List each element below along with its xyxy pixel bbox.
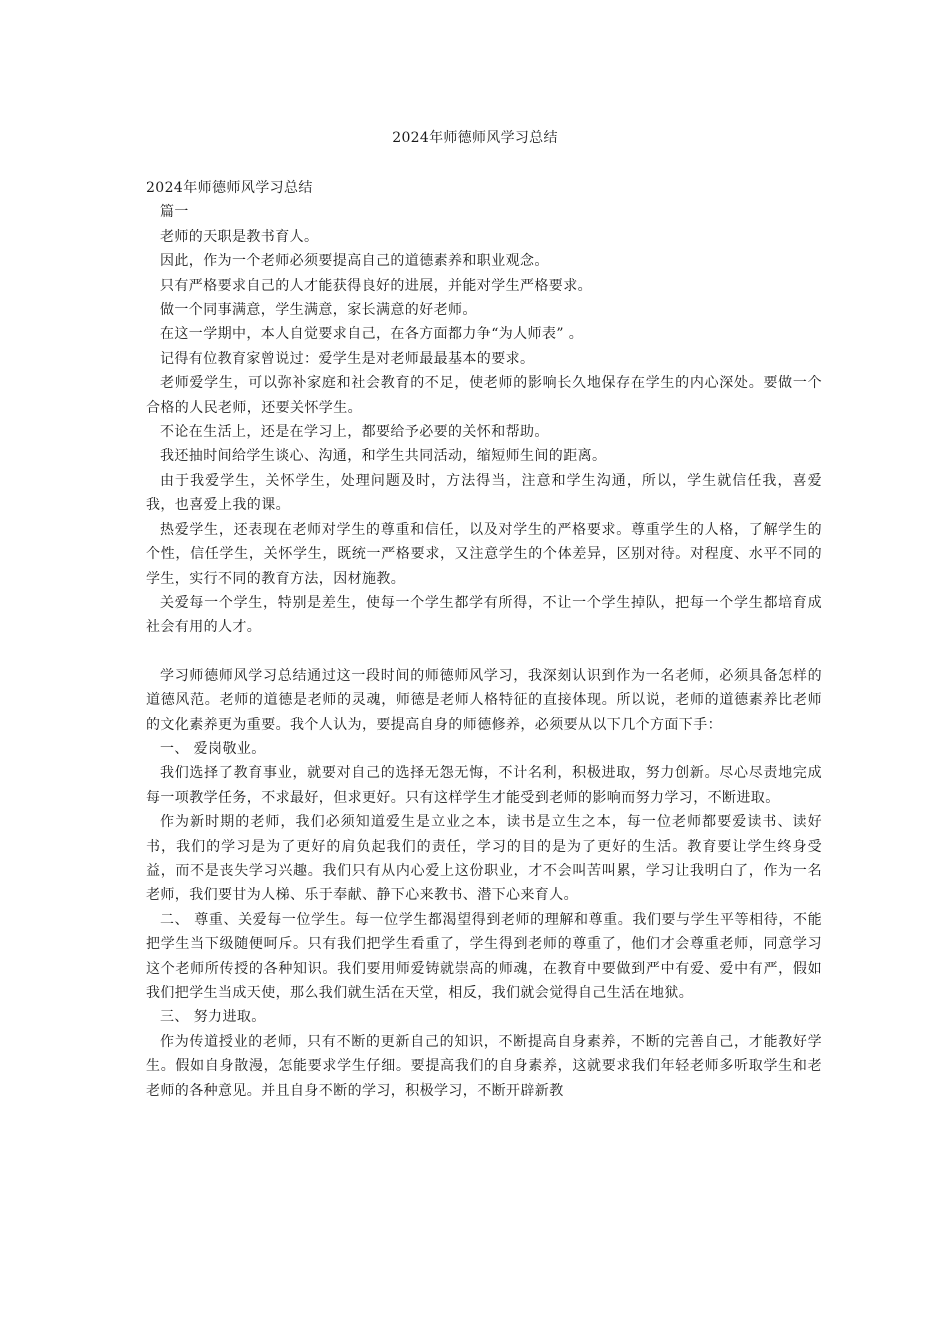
paragraph: 关爱每一个学生，特别是差生，使每一个学生都学有所得，不让一个学生掉队，把每一个学生都培育成社会有用的人才。 [146,594,822,636]
paragraph: 篇一 [160,204,189,221]
paragraph: 老师爱学生，可以弥补家庭和社会教育的不足，使老师的影响长久地保存在学生的内心深处。要做一个合格的人民老师，还要关怀学生。 [146,375,822,416]
paragraph: 只有严格要求自己的人才能获得良好的进展，并能对学生严格要求。 [160,277,592,294]
paragraph: 在这一学期中，本人自觉要求自己，在各方面都力争“为人师表” 。 [160,326,584,343]
paragraph: 因此，作为一个老师必须要提高自己的道德素养和职业观念。 [160,253,549,270]
paragraph: 作为新时期的老师，我们必须知道爱生是立业之本，读书是立生之本，每一位老师都要爱读书、读好书，我们的学习是为了更好的肩负起我们的责任，学习的目的是为了更好的生活。教育要让学生终身受益，而不是丧失学习兴趣。我们只有从内心爱上这份职业，才不会叫苦叫累，学习让我明白了，作为一名老师，我们要甘为人梯、乐于奉献、静下心来教书、潜下心来育人。 [146,814,822,904]
paragraph: 一、 爱岗敬业。 [160,740,266,757]
paragraph: 老师的天职是教书育人。 [160,228,319,245]
paragraph: 做一个同事满意，学生满意，家长满意的好老师。 [160,302,477,319]
paragraph: 我们选择了教育事业，就要对自己的选择无怨无悔，不计名利，积极进取，努力创新。尽心尽责地完成每一项教学任务，不求最好，但求更好。只有这样学生才能受到老师的影响而努力学习，不断进取。 [146,765,822,806]
paragraph: 2024年师德师风学习总结 [146,180,313,196]
paragraph: 热爱学生，还表现在老师对学生的尊重和信任，以及对学生的严格要求。尊重学生的人格，了解学生的个性，信任学生，关怀学生，既统一严格要求，又注意学生的个体差异，区别对待。对程度、水平不同的学生，实行不同的教育方法，因材施教。 [146,521,822,587]
paragraph: 学习师德师风学习总结通过这一段时间的师德师风学习，我深刻认识到作为一名老师，必须具备怎样的道德风范。老师的道德是老师的灵魂，师德是老师人格特征的直接体现。所以说，老师的道德素养比老师的文化素养更为重要。我个人认为，要提高自身的师德修养，必须要从以下几个方面下手： [146,667,822,733]
paragraph: 三、 努力进取。 [160,1009,266,1026]
document-body [146,176,822,1103]
paragraph: 记得有位教育家曾说过：爱学生是对老师最最基本的要求。 [160,350,535,367]
page-title: 2024年师德师风学习总结 [392,130,558,146]
paragraph: 由于我爱学生，关怀学生，处理问题及时，方法得当，注意和学生沟通，所以，学生就信任我，喜爱我，也喜爱上我的课。 [146,472,822,514]
blank-line [146,640,822,664]
paragraph: 不论在生活上，还是在学习上，都要给予必要的关怀和帮助。 [160,424,549,441]
paragraph: 二、 尊重、关爱每一位学生。每一位学生都渴望得到老师的理解和尊重。我们要与学生平等相待，不能把学生当下级随便呵斥。只有我们把学生看重了，学生得到老师的尊重了，他们才会尊重老师，同意学习这个老师所传授的各种知识。我们要用师爱铸就崇高的师魂，在教育中要做到严中有爱、爱中有严，假如我们把学生当成天使，那么我们就生活在天堂，相反，我们就会觉得自己生活在地狱。 [146,911,822,1001]
paragraph: 作为传道授业的老师，只有不断的更新自己的知识，不断提高自身素养，不断的完善自己，才能教好学生。假如自身散漫，怎能要求学生仔细。要提高我们的自身素养，这就要求我们年轻老师多听取学生和老老师的各种意见。并且自身不断的学习，积极学习，不断开辟新教 [146,1033,822,1099]
paragraph: 我还抽时间给学生谈心、沟通，和学生共同活动，缩短师生间的距离。 [160,448,607,465]
